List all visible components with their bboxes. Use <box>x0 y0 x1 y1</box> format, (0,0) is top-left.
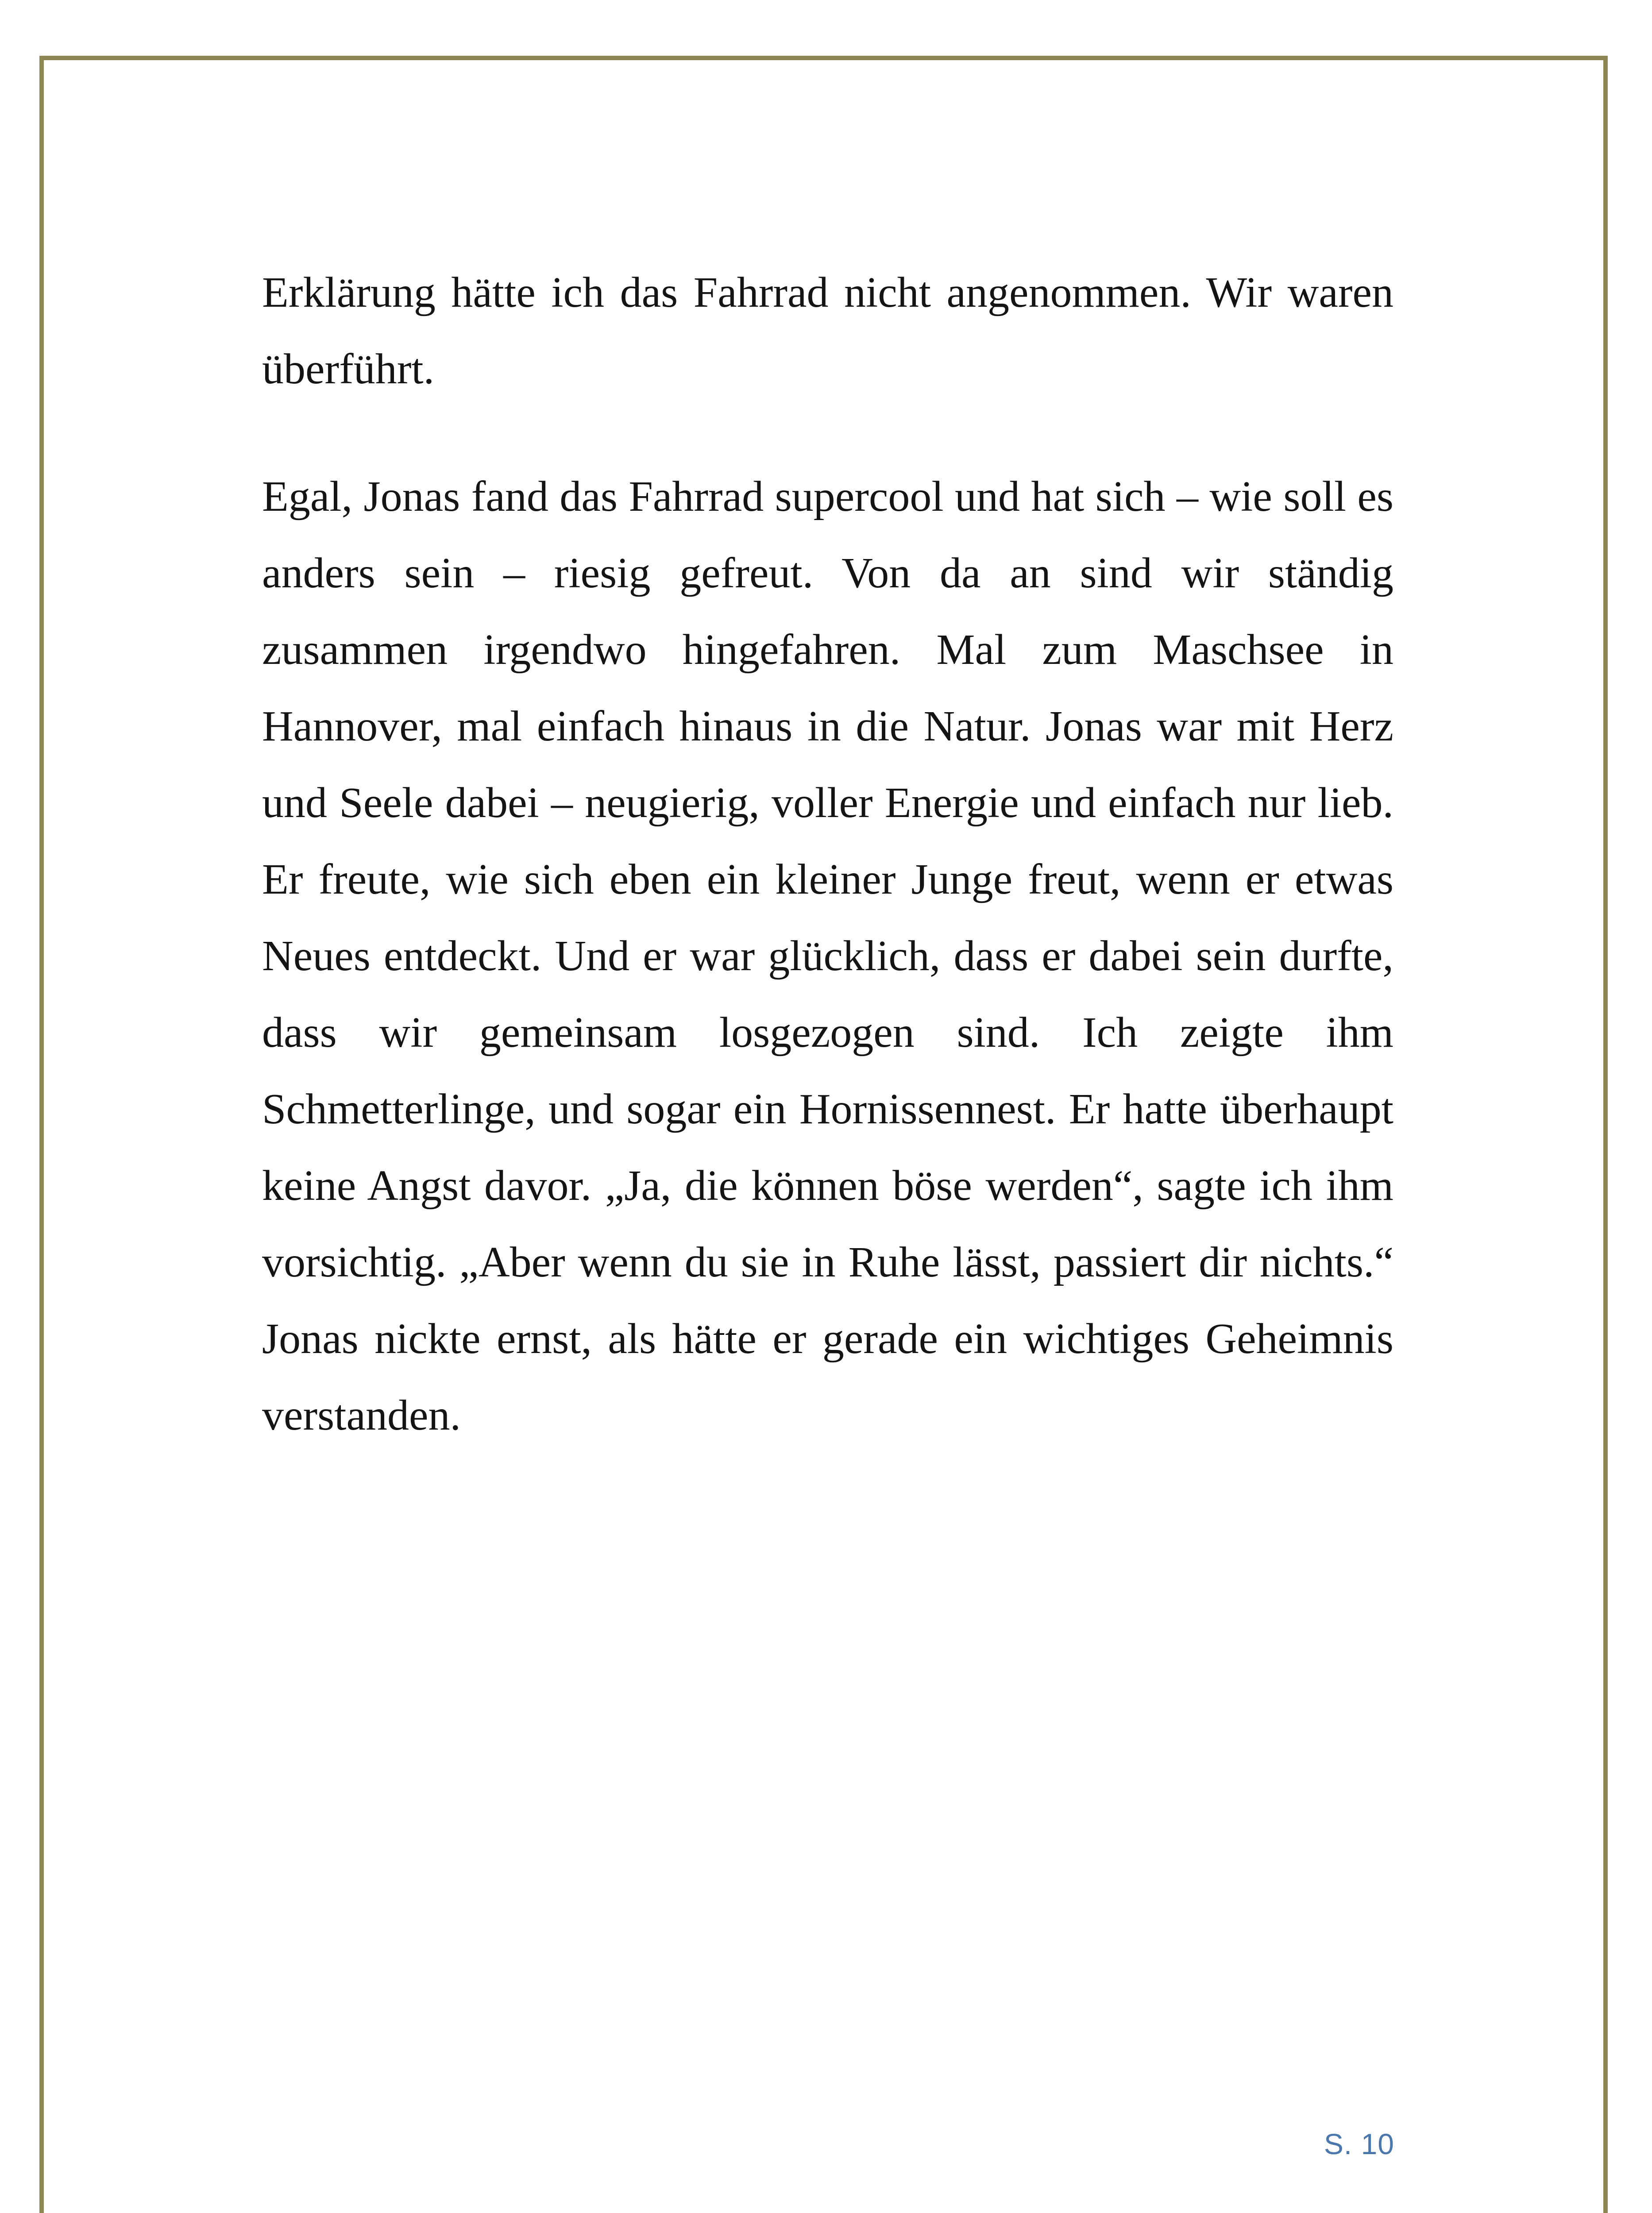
paragraph-1: Erklärung hätte ich das Fahrrad nicht angenommen. Wir waren überführt. <box>262 269 1393 393</box>
body-text <box>262 254 1393 1454</box>
paragraph-2: Egal, Jonas fand das Fahrrad supercool und hat sich – wie soll es anders sein – riesig gefreut. Von da an sind wir ständig zusammen irgendwo hingefahren. Mal zum Maschsee in Hannover, mal einfach hinaus in die Natur. Jonas war mit Herz und Seele dabei – neugierig, voller Energie und einfach nur lieb. Er freute, wie sich eben ein kleiner Junge freut, wenn er etwas Neues entdeckt. Und er war glücklich, dass er dabei sein durfte, dass wir gemeinsam losgezogen sind. Ich zeigte ihm Schmetterlinge, und sogar ein Hornissennest. Er hatte überhaupt keine Angst davor. „Ja, die können böse werden“, sagte ich ihm vorsichtig. „Aber wenn du sie in Ruhe lässt, passiert dir nichts.“ Jonas nickte ernst, als hätte er gerade ein wichtiges Geheimnis verstanden. <box>262 473 1393 1439</box>
page-number: S. 10 <box>1324 2128 1394 2160</box>
